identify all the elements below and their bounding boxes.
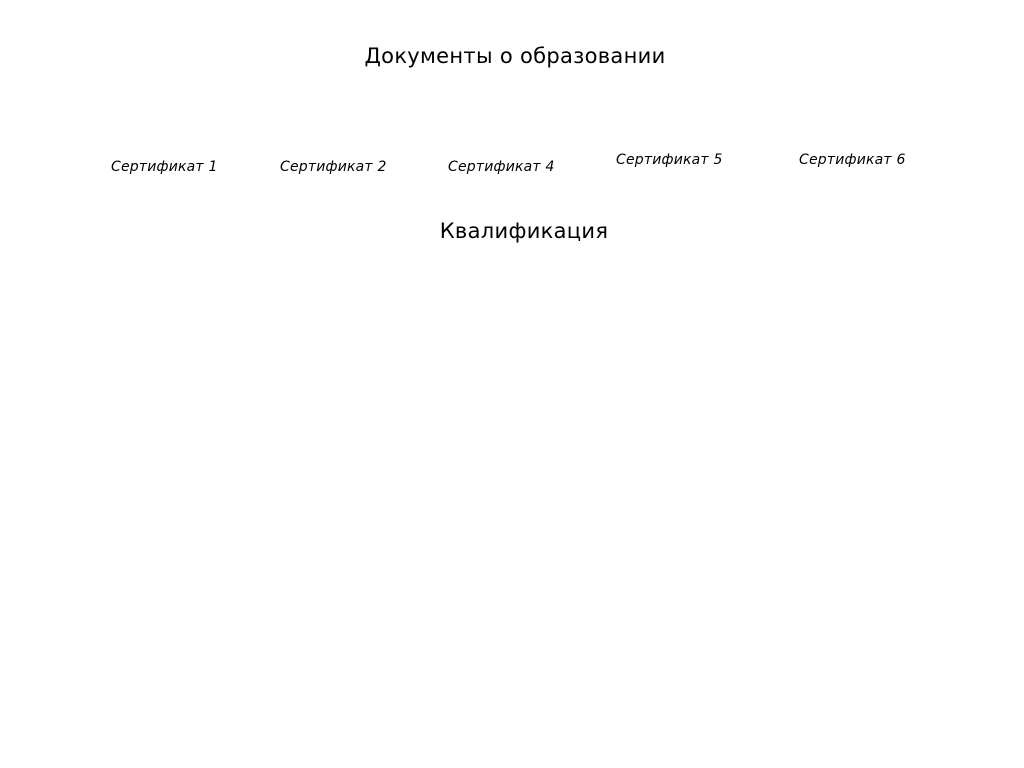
certificate-link-5[interactable]: Сертификат 5 [616, 152, 723, 168]
certificate-link-2[interactable]: Сертификат 2 [280, 159, 387, 175]
certificate-link-1[interactable]: Сертификат 1 [111, 159, 218, 175]
certificate-link-6[interactable]: Сертификат 6 [799, 152, 906, 168]
certificate-link-4[interactable]: Сертификат 4 [448, 159, 555, 175]
education-documents-title: Документы о образовании [364, 44, 666, 68]
qualification-title: Квалификация [439, 219, 609, 243]
